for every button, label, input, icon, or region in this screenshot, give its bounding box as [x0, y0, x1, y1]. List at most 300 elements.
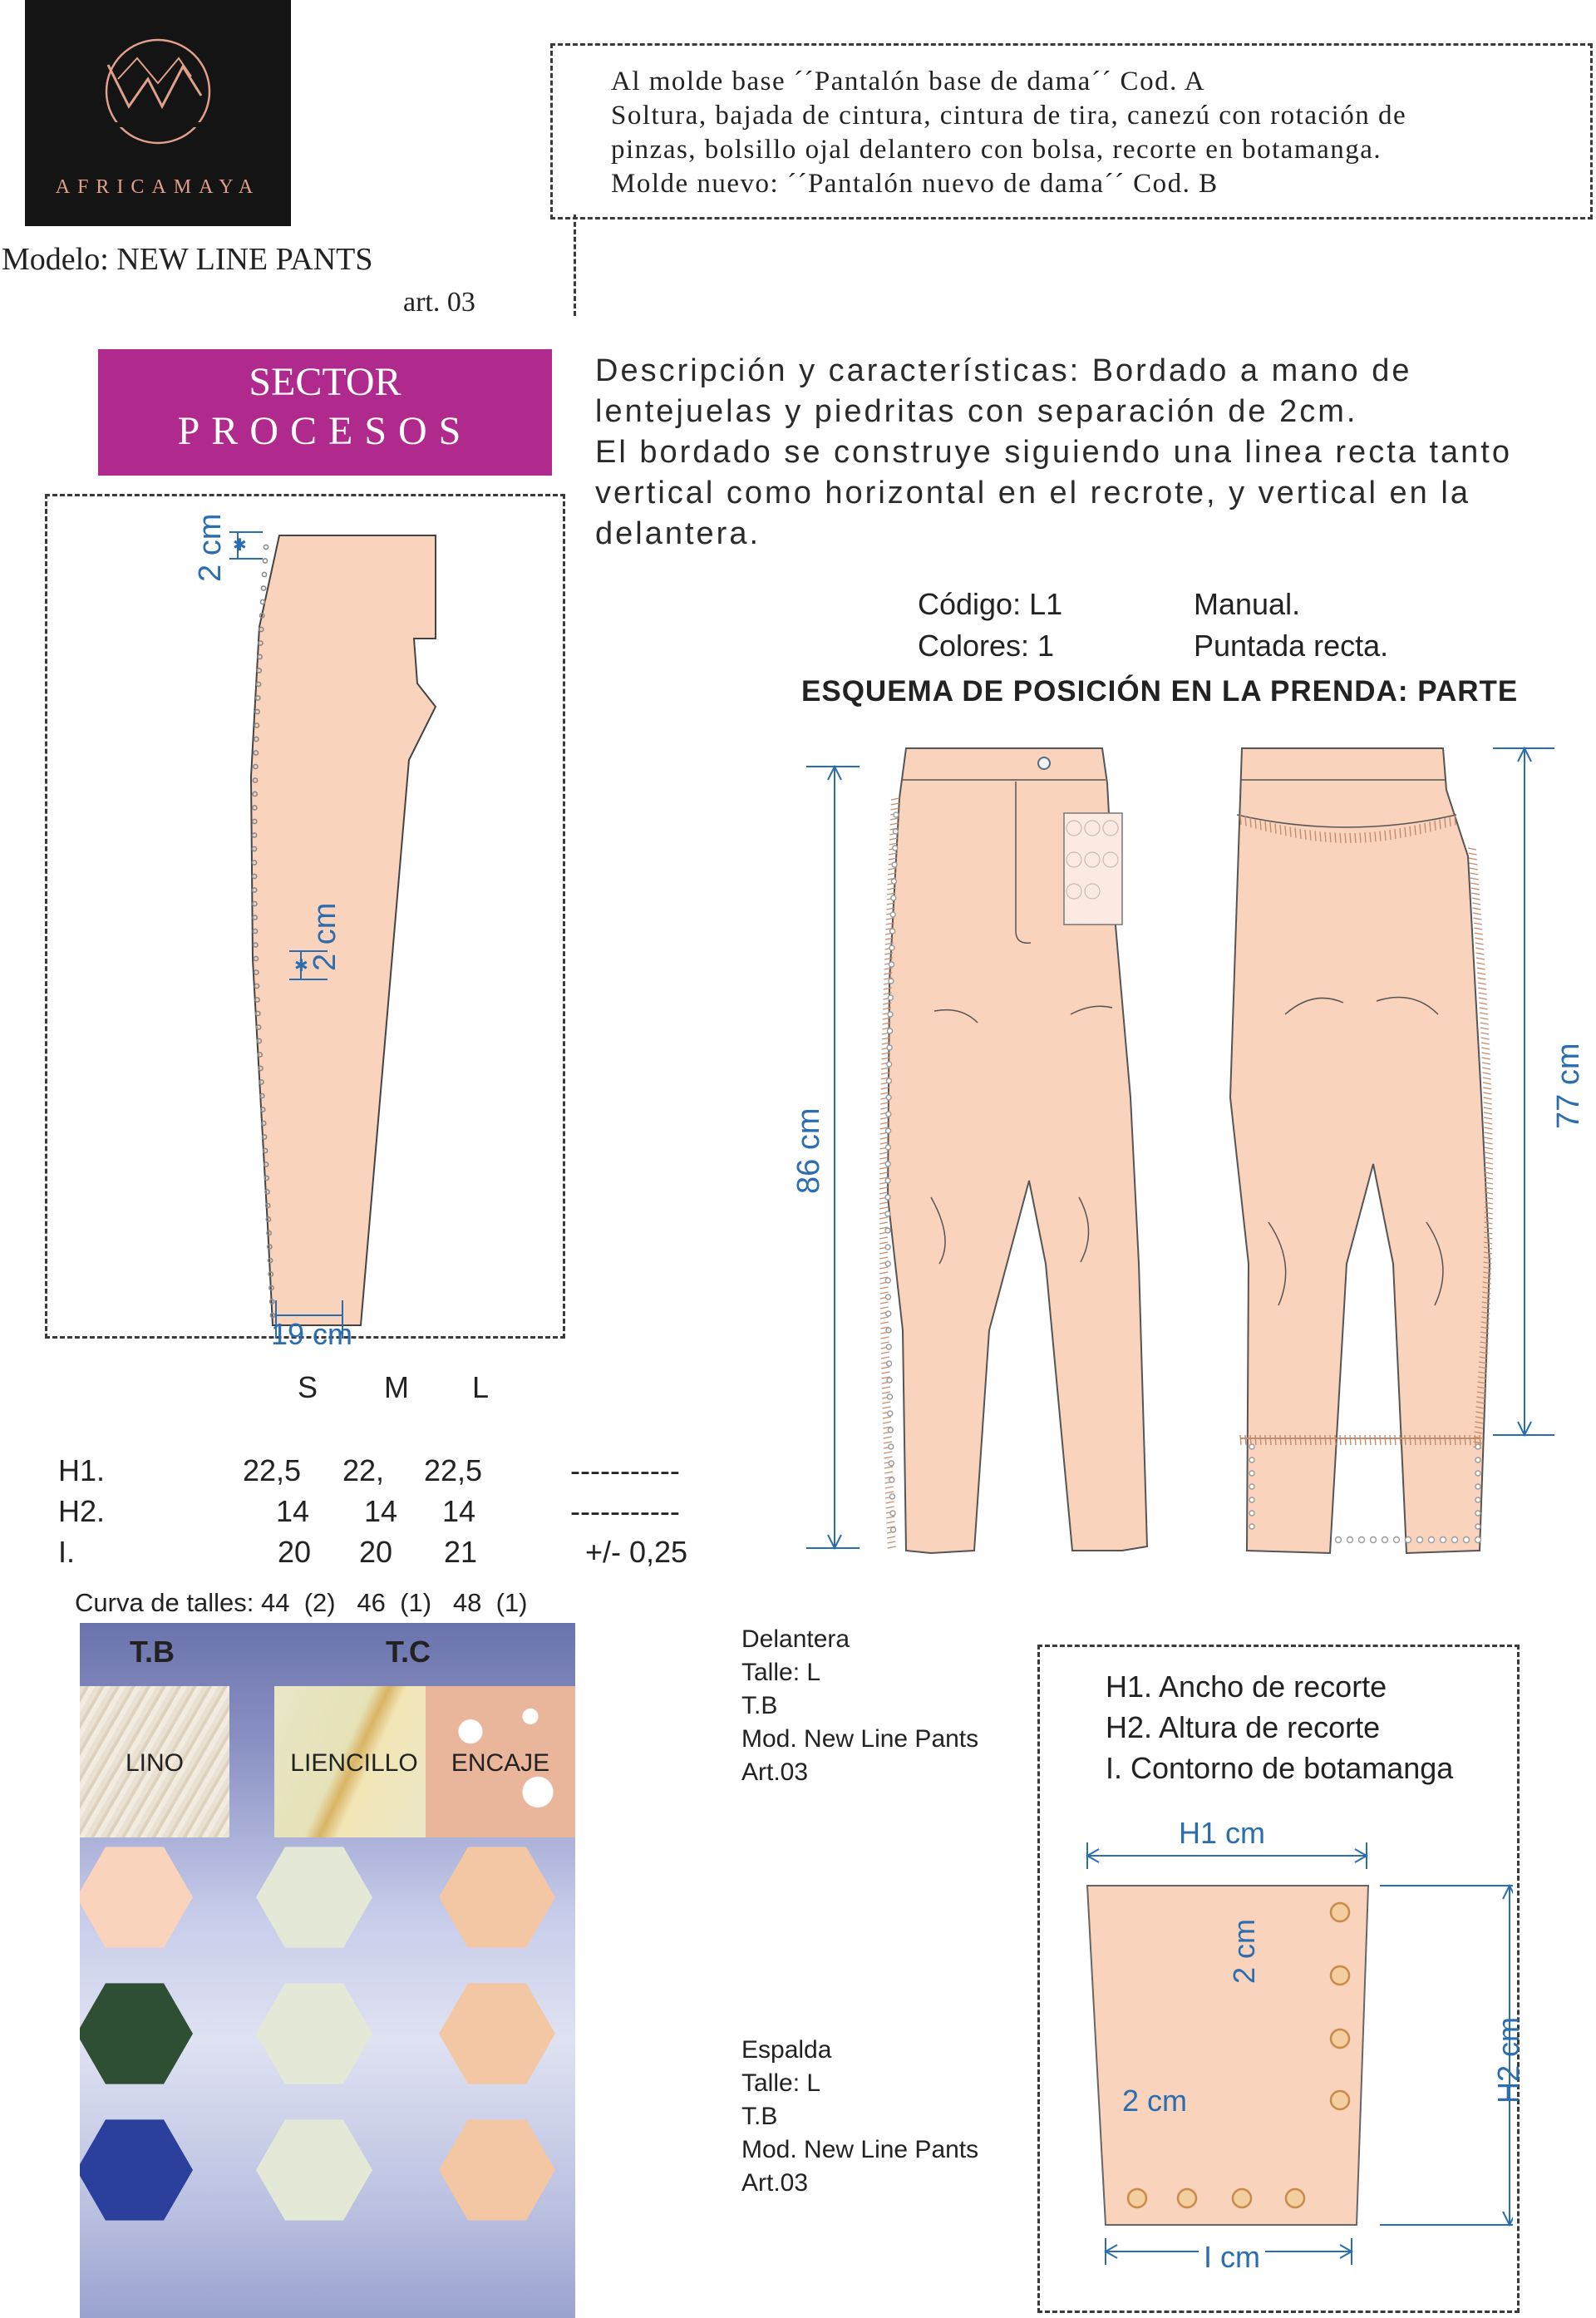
fringe-stitch: [1280, 1435, 1281, 1445]
fringe-stitch: [1245, 1435, 1246, 1445]
legend-line: I. Contorno de botamanga: [1106, 1751, 1454, 1785]
label-line: Art.03: [741, 1758, 809, 1786]
table-row: [58, 1491, 723, 1531]
fringe-stitch: [1350, 833, 1351, 843]
bead-dot: [1249, 1524, 1254, 1529]
bead-dot: [888, 1012, 893, 1017]
fringe-stitch: [1445, 1435, 1446, 1445]
row-label: I.: [58, 1535, 76, 1569]
table-row: [58, 1531, 723, 1572]
fringe-stitch: [1479, 1003, 1487, 1004]
fringe-stitch: [1472, 898, 1480, 900]
description-line: vertical como horizontal en el recrote, y vertical en la: [595, 476, 1470, 510]
fringe-stitch: [1472, 903, 1480, 905]
fringe-stitch: [1485, 1147, 1493, 1149]
fringe-stitch: [879, 1187, 888, 1189]
cuff-detail-drawing: [1039, 1812, 1513, 2295]
bead-dot: [885, 1145, 890, 1150]
fringe-stitch: [1365, 832, 1366, 842]
fringe-stitch: [880, 1302, 889, 1304]
bead-dot: [1475, 1471, 1480, 1476]
description-line: delantera.: [595, 516, 761, 551]
bead-dot: [1406, 1537, 1411, 1543]
fringe-stitch: [1483, 1092, 1491, 1094]
table-tolerance: +/- 0,25: [585, 1535, 688, 1569]
fringe-stitch: [1477, 973, 1485, 974]
description-line: El bordado se construye siguiendo una linea recta tanto: [595, 435, 1512, 470]
bead-icon: [1331, 2029, 1349, 2048]
bead-icon: [1331, 2091, 1349, 2109]
bead-dot: [1475, 1457, 1480, 1462]
bead-dot: [1441, 1537, 1446, 1543]
fringe-stitch: [891, 798, 899, 800]
fringe-stitch: [1481, 1053, 1490, 1054]
fringe-stitch: [1485, 1157, 1493, 1159]
color-hexagon: [439, 2119, 555, 2220]
fringe-stitch: [880, 1307, 889, 1309]
bead-dot: [1417, 1537, 1423, 1543]
spec-colors: Colores: 1: [918, 629, 1055, 663]
sector-subtitle: PROCESOS: [177, 409, 473, 453]
fringe-stitch: [1335, 833, 1336, 843]
fringe-stitch: [1450, 816, 1451, 826]
fringe-stitch: [881, 1367, 889, 1369]
fringe-stitch: [1473, 913, 1481, 915]
fringe-stitch: [1380, 1435, 1381, 1445]
description-line: lentejuelas y piedritas con separación de 2cm.: [595, 394, 1358, 429]
fringe-stitch: [1370, 1435, 1371, 1445]
bead-dot: [890, 1511, 895, 1516]
fringe-stitch: [880, 1102, 889, 1104]
fringe-stitch: [1475, 948, 1484, 949]
swatch-label: LIENCILLO: [290, 1749, 418, 1777]
bead-dot: [892, 862, 897, 867]
size-header-m: M: [384, 1370, 409, 1404]
fringe-stitch: [884, 1467, 893, 1468]
fringe-stitch: [1440, 1435, 1441, 1445]
fringe-stitch: [1475, 953, 1484, 954]
fringe-stitch: [1485, 1142, 1493, 1144]
bead-dot: [885, 1161, 890, 1166]
legend-two-cm-vertical: 2 cm: [1227, 1918, 1261, 1984]
color-hexagon: [256, 1847, 372, 1947]
fringe-stitch: [883, 1417, 891, 1418]
table-cell: 22,: [342, 1453, 385, 1487]
fringe-stitch: [879, 1157, 888, 1159]
bead-icon: [1128, 2189, 1146, 2207]
fringe-stitch: [1475, 933, 1483, 935]
fringe-stitch: [884, 1457, 892, 1458]
bead-dot: [887, 1045, 892, 1050]
bead-dot: [887, 1062, 892, 1067]
bead-dot: [889, 979, 894, 984]
fringe-stitch: [884, 1442, 892, 1443]
bead-dot: [887, 1394, 892, 1399]
fringe-stitch: [1440, 819, 1441, 829]
fringe-stitch: [1350, 1435, 1351, 1445]
bead-dot: [1249, 1457, 1254, 1462]
garment-scheme: [781, 732, 1596, 1563]
fringe-stitch: [1471, 893, 1480, 895]
bead-dot: [887, 1378, 892, 1383]
bead-dot: [886, 1344, 891, 1349]
back-label: [741, 2034, 978, 2200]
fringe-stitch: [884, 1437, 892, 1438]
star-icon: ✱: [233, 535, 247, 555]
fringe-stitch: [1469, 858, 1477, 860]
color-hexagon: [256, 1983, 372, 2084]
fringe-stitch: [1484, 1102, 1492, 1104]
fringe-stitch: [1476, 963, 1485, 964]
bead-dot: [889, 1444, 894, 1449]
scheme-title: ESQUEMA DE POSICIÓN EN LA PRENDA: PARTE: [801, 675, 1519, 708]
fringe-stitch: [881, 1372, 889, 1374]
color-hexagon: [80, 2119, 193, 2220]
fringe-stitch: [1390, 1435, 1391, 1445]
color-hexagon: [80, 1847, 193, 1947]
fringe-stitch: [1481, 1038, 1490, 1039]
fringe-stitch: [886, 1517, 894, 1518]
label-line: Mod. New Line Pants: [741, 1725, 979, 1753]
fringe-stitch: [1479, 998, 1487, 999]
fringe-stitch: [880, 1142, 889, 1144]
fringe-stitch: [879, 1202, 888, 1204]
row-label: H2.: [58, 1494, 106, 1528]
fringe-stitch: [1483, 1097, 1491, 1099]
bead-dot: [888, 1428, 893, 1433]
fringe-stitch: [1473, 908, 1481, 910]
fringe-stitch: [879, 1242, 888, 1244]
fringe-stitch: [1482, 1063, 1490, 1064]
fringe-stitch: [1430, 821, 1431, 831]
dashed-connector: [574, 215, 576, 316]
bead-dot: [885, 1178, 890, 1183]
fringe-stitch: [1295, 1435, 1296, 1445]
fringe-stitch: [1265, 1435, 1266, 1445]
fringe-stitch: [880, 1317, 889, 1319]
fringe-stitch: [1280, 825, 1281, 835]
spec-method: Manual.: [1194, 587, 1301, 621]
fringe-stitch: [1300, 829, 1301, 839]
label-line: T.B: [741, 1692, 778, 1719]
fringe-stitch: [880, 1287, 889, 1289]
fringe-stitch: [890, 823, 899, 825]
fringe-stitch: [1295, 828, 1296, 838]
spec-stitch: Puntada recta.: [1194, 629, 1389, 663]
legend-line: H1. Ancho de recorte: [1106, 1669, 1387, 1704]
bead-icon: [1233, 2189, 1251, 2207]
fringe-stitch: [1240, 815, 1241, 825]
fringe-stitch: [1260, 1435, 1261, 1445]
label-line: Delantera: [741, 1625, 850, 1653]
size-curve: Curva de talles: 44 (2) 46 (1) 48 (1): [75, 1588, 528, 1617]
bead-dot: [1429, 1537, 1435, 1543]
fringe-stitch: [884, 1452, 892, 1453]
fringe-stitch: [1478, 988, 1486, 989]
fringe-stitch: [1483, 1087, 1491, 1089]
fringe-stitch: [1400, 828, 1401, 838]
description-line: Descripción y características: Bordado a mano de: [595, 353, 1412, 388]
bead-dot: [1475, 1444, 1480, 1449]
fringe-stitch: [1260, 820, 1261, 830]
label-line: Espalda: [741, 2036, 832, 2064]
fringe-stitch: [1285, 826, 1286, 836]
fringe-stitch: [1285, 1435, 1286, 1445]
fringe-stitch: [1481, 1048, 1490, 1049]
fringe-stitch: [1370, 832, 1371, 842]
fringe-stitch: [1290, 1435, 1291, 1445]
fringe-stitch: [1320, 831, 1321, 841]
fringe-stitch: [888, 1546, 896, 1548]
fringe-stitch: [1435, 1435, 1436, 1445]
bead-dot: [886, 1295, 891, 1300]
table-cell: 22,5: [243, 1453, 302, 1487]
fringe-stitch: [1435, 821, 1436, 831]
table-cell: 20: [359, 1535, 393, 1569]
bead-dot: [1336, 1537, 1342, 1543]
fringe-stitch: [879, 1222, 888, 1224]
bead-dot: [1452, 1537, 1458, 1543]
bead-dot: [1347, 1537, 1353, 1543]
fringe-stitch: [1310, 831, 1311, 841]
fringe-stitch: [1360, 1435, 1361, 1445]
fringe-stitch: [880, 1092, 889, 1094]
fringe-stitch: [1482, 1068, 1490, 1069]
row-label: H1.: [58, 1453, 106, 1487]
bead-dot: [1382, 1537, 1388, 1543]
fringe-stitch: [1485, 1152, 1493, 1154]
fringe-stitch: [1475, 938, 1483, 940]
bead-dot: [889, 945, 894, 950]
swatch-label: ENCAJE: [451, 1749, 550, 1777]
bead-dot: [1249, 1497, 1254, 1502]
bead-dot: [885, 1195, 890, 1200]
label-line: T.B: [741, 2103, 778, 2130]
fringe-stitch: [1405, 1435, 1406, 1445]
size-header-l: L: [472, 1370, 490, 1404]
fringe-stitch: [1355, 833, 1356, 843]
fringe-stitch: [1483, 1078, 1491, 1079]
table-row: [58, 1450, 723, 1491]
bead-dot: [886, 1311, 891, 1316]
spec-code: Código: L1: [918, 587, 1063, 621]
fabric-tc-label: T.C: [386, 1635, 431, 1669]
fringe-stitch: [1468, 848, 1476, 850]
bead-dot: [888, 1411, 893, 1416]
bead-dot: [1249, 1444, 1254, 1449]
fringe-stitch: [880, 1117, 889, 1119]
bead-dot: [1475, 1484, 1480, 1489]
fringe-stitch: [1480, 1013, 1488, 1014]
color-hexagon: [256, 2119, 372, 2220]
fringe-stitch: [1485, 1167, 1493, 1169]
bead-dot: [894, 812, 899, 817]
legend-two-cm-horizontal: 2 cm: [1122, 2084, 1188, 2118]
label-line: Mod. New Line Pants: [741, 2136, 979, 2163]
fringe-stitch: [1476, 958, 1485, 959]
fringe-stitch: [883, 1407, 891, 1408]
fringe-stitch: [1425, 823, 1426, 833]
note-line: Molde nuevo: ´´Pantalón nuevo de dama´´ Cod. B: [611, 169, 1219, 199]
fringe-stitch: [881, 1352, 889, 1354]
fringe-stitch: [1410, 1435, 1411, 1445]
fringe-stitch: [1275, 1435, 1276, 1445]
bead-dot: [891, 1527, 896, 1532]
fringe-stitch: [1320, 1435, 1321, 1445]
fringe-stitch: [879, 1217, 888, 1219]
fringe-stitch: [1455, 816, 1456, 826]
fringe-stitch: [1305, 830, 1306, 840]
fringe-stitch: [1390, 830, 1391, 840]
note-line: pinzas, bolsillo ojal delantero con bolsa, recorte en botamanga.: [611, 135, 1382, 165]
bead-dot: [262, 572, 266, 576]
fringe-stitch: [1365, 1435, 1366, 1445]
fringe-stitch: [1484, 1117, 1492, 1119]
fabric-tb-label: T.B: [130, 1635, 175, 1669]
color-hexagon: [439, 1983, 555, 2084]
fringe-stitch: [880, 1337, 889, 1339]
fringe-stitch: [1330, 832, 1331, 842]
fringe-stitch: [1480, 1018, 1488, 1019]
model-label: Modelo: NEW LINE PANTS: [2, 242, 373, 277]
fringe-stitch: [887, 1536, 895, 1538]
bead-dot: [891, 879, 896, 884]
fringe-stitch: [1450, 1435, 1451, 1445]
fringe-stitch: [1455, 1435, 1456, 1445]
bead-icon: [1178, 2189, 1196, 2207]
size-table: [58, 1450, 723, 1572]
fringe-stitch: [886, 1521, 894, 1523]
fringe-stitch: [1460, 1435, 1461, 1445]
fringe-stitch: [1375, 1435, 1376, 1445]
fringe-stitch: [1469, 863, 1477, 865]
fringe-stitch: [880, 1322, 889, 1324]
fringe-stitch: [1420, 1435, 1421, 1445]
fringe-stitch: [1430, 1435, 1431, 1445]
fringe-stitch: [1471, 888, 1480, 890]
fringe-stitch: [879, 1237, 888, 1239]
fringe-stitch: [1484, 1132, 1492, 1134]
fringe-stitch: [881, 1342, 889, 1344]
table-cell: 22,5: [424, 1453, 483, 1487]
fringe-stitch: [1480, 1033, 1489, 1034]
bead-dot: [886, 1078, 891, 1083]
fringe-stitch: [1340, 1435, 1341, 1445]
bead-dot: [885, 1228, 890, 1233]
bead-dot: [1249, 1511, 1254, 1516]
fringe-stitch: [1270, 1435, 1271, 1445]
front-trousers-drawing: [879, 748, 1147, 1553]
fringe-stitch: [1484, 1107, 1492, 1109]
fringe-stitch: [1470, 883, 1479, 885]
bead-dot: [889, 1477, 894, 1482]
table-cell: 14: [276, 1494, 310, 1528]
fringe-stitch: [1345, 833, 1346, 843]
brand-logo: [25, 0, 291, 226]
fringe-stitch: [1415, 825, 1416, 835]
bead-icon: [1331, 1966, 1349, 1985]
fringe-stitch: [1485, 1137, 1493, 1139]
color-hexagon: [439, 1847, 555, 1947]
fringe-stitch: [881, 1357, 889, 1359]
fringe-stitch: [1310, 1435, 1311, 1445]
bead-dot: [886, 1128, 891, 1133]
fringe-stitch: [880, 1137, 889, 1139]
legend-lines: [1106, 1666, 1453, 1788]
fringe-stitch: [1475, 943, 1484, 944]
bead-dot: [887, 1361, 892, 1366]
table-tolerance: -----------: [570, 1453, 680, 1487]
fringe-stitch: [1479, 993, 1487, 994]
fringe-stitch: [1360, 833, 1361, 843]
bead-dot: [262, 586, 266, 590]
fringe-stitch: [882, 1402, 890, 1403]
fringe-stitch: [1275, 824, 1276, 834]
fringe-stitch: [1240, 1435, 1241, 1445]
fringe-stitch: [1470, 868, 1478, 870]
label-line: Talle: L: [741, 1659, 821, 1686]
fringe-stitch: [1265, 821, 1266, 831]
bead-icon: [1331, 1903, 1349, 1921]
fringe-stitch: [1483, 1083, 1491, 1084]
fringe-stitch: [1445, 818, 1446, 828]
fringe-stitch: [1355, 1435, 1356, 1445]
back-height-label: 77 cm: [1551, 1037, 1587, 1136]
fringe-stitch: [879, 1167, 888, 1169]
fringe-stitch: [879, 1272, 888, 1274]
table-tolerance: -----------: [570, 1494, 680, 1528]
bead-dot: [886, 1112, 891, 1117]
bead-dot: [1464, 1537, 1470, 1543]
dim-label: 2 cm: [193, 513, 228, 582]
fringe-stitch: [1481, 1043, 1490, 1044]
fringe-stitch: [1484, 1122, 1492, 1124]
fringe-stitch: [882, 1387, 890, 1388]
table-cell: 14: [442, 1494, 476, 1528]
bead-dot: [1394, 1537, 1400, 1543]
fringe-stitch: [885, 1487, 894, 1488]
bead-dot: [885, 1211, 890, 1216]
fringe-stitch: [1345, 1435, 1346, 1445]
fringe-stitch: [1485, 1162, 1493, 1164]
dim-label: 2 cm: [308, 902, 342, 971]
sector-banner: [98, 349, 552, 476]
description: [595, 351, 1512, 555]
fringe-stitch: [879, 1192, 888, 1194]
note-line: Al molde base ´´Pantalón base de dama´´ Cod. A: [611, 67, 1206, 96]
star-icon: ✱: [294, 955, 308, 975]
fringe-stitch: [1250, 817, 1251, 827]
bead-dot: [1371, 1537, 1377, 1543]
legend-h1: H1 cm: [1179, 1816, 1266, 1850]
fringe-stitch: [1315, 1435, 1316, 1445]
bead-dot: [263, 559, 267, 563]
fringe-stitch: [1290, 827, 1291, 837]
legend-one-cm: I cm: [1199, 2240, 1265, 2275]
bead-dot: [893, 829, 898, 834]
bead-icon: [1286, 2189, 1304, 2207]
fringe-stitch: [1325, 1435, 1326, 1445]
fringe-stitch: [1380, 831, 1381, 841]
fringe-stitch: [879, 1257, 888, 1259]
fringe-stitch: [1335, 1435, 1336, 1445]
fringe-stitch: [879, 1267, 888, 1269]
fringe-stitch: [885, 1502, 894, 1503]
label-line: Art.03: [741, 2169, 809, 2197]
swatch-label: LINO: [125, 1749, 185, 1777]
fringe-stitch: [1484, 1112, 1492, 1114]
fringe-stitch: [890, 818, 899, 820]
